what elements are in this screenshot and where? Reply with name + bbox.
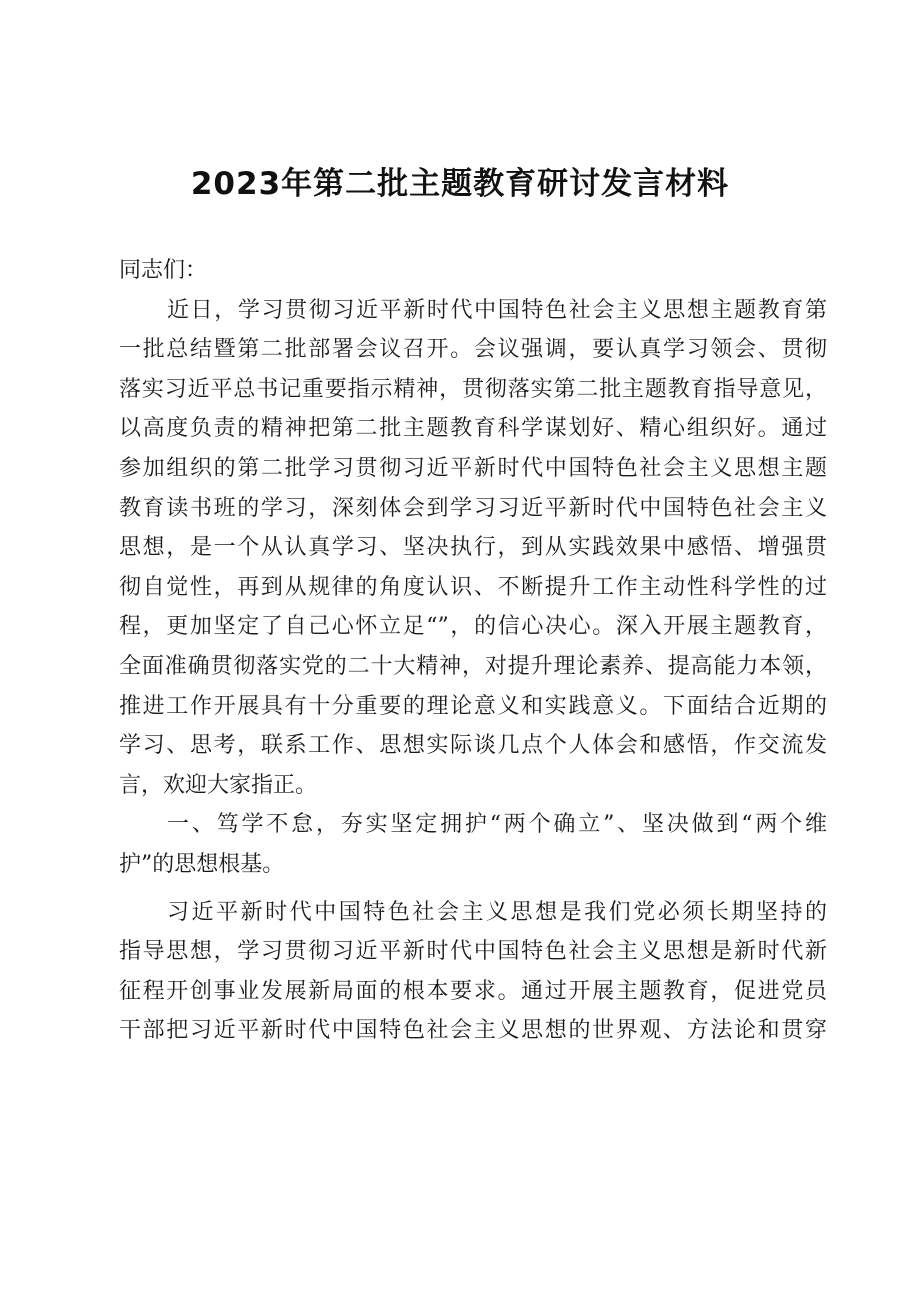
paragraph-line: 思想，是一个从认真学习、坚决执行，到从实践效果中感悟、增强贯	[119, 535, 827, 561]
paragraph-line: 全面准确贯彻落实党的二十大精神，对提升理论素养、提高能力本领，	[119, 653, 827, 679]
paragraph-line: 指导思想，学习贯彻习近平新时代中国特色社会主义思想是新时代新	[119, 939, 827, 965]
paragraph-line: 教育读书班的学习，深刻体会到学习习近平新时代中国特色社会主义	[119, 495, 827, 521]
paragraph-line: 言，欢迎大家指正。	[119, 772, 318, 798]
paragraph-line: 干部把习近平新时代中国特色社会主义思想的世界观、方法论和贯穿	[119, 1018, 827, 1044]
paragraph-line: 彻自觉性，再到从规律的角度认识、不断提升工作主动性科学性的过	[119, 574, 827, 600]
paragraph-line: 参加组织的第二批学习贯彻习近平新时代中国特色社会主义思想主题	[119, 455, 827, 481]
paragraph-line: 近日，学习贯彻习近平新时代中国特色社会主义思想主题教育第	[167, 297, 827, 323]
paragraph-line: 学习、思考，联系工作、思想实际谈几点个人体会和感悟，作交流发	[119, 733, 827, 759]
document-body	[119, 251, 827, 1051]
document-title: 2023年第二批主题教育研讨发言材料	[190, 166, 730, 202]
paragraph-line: 征程开创事业发展新局面的根本要求。通过开展主题教育，促进党员	[119, 978, 827, 1004]
paragraph-line: 推进工作开展具有十分重要的理论意义和实践意义。下面结合近期的	[119, 693, 827, 719]
paragraph-line: 程，更加坚定了自己心怀立足“”，的信心决心。深入开展主题教育，	[119, 614, 827, 640]
section-heading-line: 一、笃学不怠，夯实坚定拥护“两个确立”、坚决做到“两个维	[167, 812, 827, 838]
paragraph-line: 习近平新时代中国特色社会主义思想是我们党必须长期坚持的	[167, 899, 827, 925]
paragraph-line: 一批总结暨第二批部署会议召开。会议强调，要认真学习领会、贯彻	[119, 337, 827, 363]
paragraph-line: 以高度负责的精神把第二批主题教育科学谋划好、精心组织好。通过	[119, 416, 827, 442]
paragraph-line: 落实习近平总书记重要指示精神，贯彻落实第二批主题教育指导意见，	[119, 376, 827, 402]
paragraph-spacer	[119, 885, 827, 893]
salutation: 同志们：	[119, 258, 208, 283]
section-heading-line: 护”的思想根基。	[119, 851, 285, 877]
